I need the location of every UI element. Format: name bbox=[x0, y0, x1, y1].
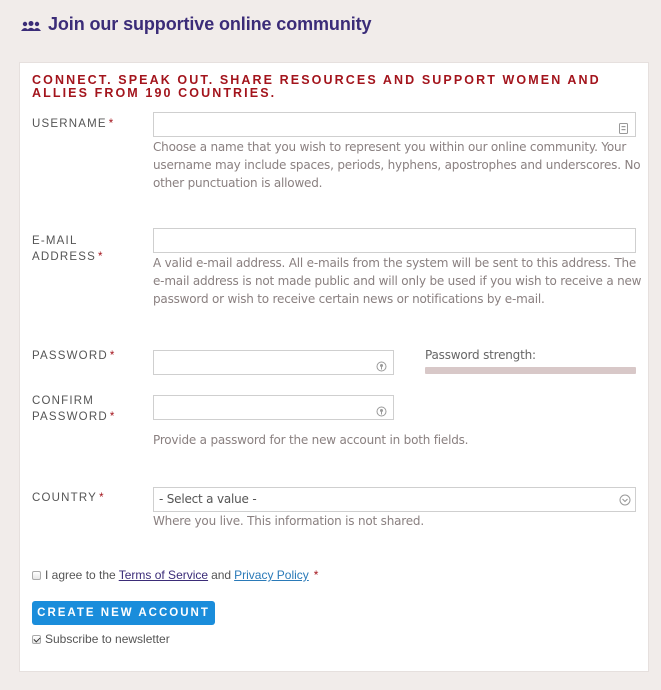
required-marker: * bbox=[109, 411, 116, 423]
email-label bbox=[32, 233, 104, 265]
required-marker: * bbox=[98, 251, 104, 263]
username-input[interactable] bbox=[153, 112, 636, 137]
password-strength-bar bbox=[425, 367, 636, 374]
registration-form bbox=[19, 62, 649, 672]
confirm-password-label bbox=[32, 393, 116, 425]
users-icon bbox=[20, 18, 42, 32]
country-select[interactable] bbox=[153, 487, 636, 512]
agree-row bbox=[32, 568, 318, 582]
email-description: A valid e-mail address. All e-mails from the system will be sent to this address. The e-mail address is not made public and will only be used if you wish to receive a new password or wish to receive certain news or notifications by e-mail. bbox=[153, 256, 642, 306]
password-strength-label: Password strength: bbox=[425, 348, 536, 362]
password-label bbox=[32, 348, 116, 364]
password-label-text: PASSWORD bbox=[32, 350, 108, 362]
newsletter-row bbox=[32, 632, 170, 646]
email-label-line2: ADDRESS bbox=[32, 251, 96, 263]
confirm-password-description: Provide a password for the new account in both fields. bbox=[153, 433, 469, 447]
privacy-policy-link[interactable]: Privacy Policy bbox=[234, 568, 309, 582]
email-label-line1: E-MAIL bbox=[32, 235, 78, 247]
page-header bbox=[20, 14, 371, 35]
key-icon bbox=[376, 402, 387, 413]
password-input[interactable] bbox=[153, 350, 394, 375]
agree-and: and bbox=[211, 568, 232, 582]
username-label-text: USERNAME bbox=[32, 118, 107, 130]
newsletter-label: Subscribe to newsletter bbox=[45, 632, 170, 646]
country-description: Where you live. This information is not shared. bbox=[153, 514, 424, 528]
country-label bbox=[32, 490, 105, 506]
agree-prefix: I agree to the bbox=[45, 568, 116, 582]
agree-checkbox[interactable] bbox=[32, 571, 41, 580]
country-label-text: COUNTRY bbox=[32, 492, 98, 504]
confirm-password-input[interactable] bbox=[153, 395, 394, 420]
confirm-password-label-line1: CONFIRM bbox=[32, 395, 95, 407]
create-account-button[interactable]: CREATE NEW ACCOUNT bbox=[32, 601, 215, 625]
page-title: Join our supportive online community bbox=[48, 14, 372, 34]
confirm-password-label-line2: PASSWORD bbox=[32, 411, 108, 423]
chevron-down-circle-icon bbox=[619, 494, 631, 506]
required-marker: * bbox=[109, 350, 116, 362]
contact-card-icon bbox=[618, 119, 629, 130]
required-marker: * bbox=[313, 568, 319, 582]
required-marker: * bbox=[99, 492, 105, 504]
username-label bbox=[32, 116, 114, 132]
key-icon bbox=[376, 357, 387, 368]
email-input[interactable] bbox=[153, 228, 636, 253]
terms-of-service-link[interactable]: Terms of Service bbox=[118, 568, 209, 582]
required-marker: * bbox=[108, 118, 115, 130]
country-select-value: - Select a value - bbox=[159, 492, 257, 506]
username-description: Choose a name that you wish to represent you within our online community. Your username may include spaces, periods, hyphens, apostrophes and underscores. No other punctuation is allowed. bbox=[153, 140, 641, 190]
form-tagline: CONNECT. SPEAK OUT. SHARE RESOURCES AND SUPPORT WOMEN AND ALLIES FROM 190 COUNTRIES. bbox=[32, 73, 601, 100]
newsletter-checkbox[interactable] bbox=[32, 635, 41, 644]
